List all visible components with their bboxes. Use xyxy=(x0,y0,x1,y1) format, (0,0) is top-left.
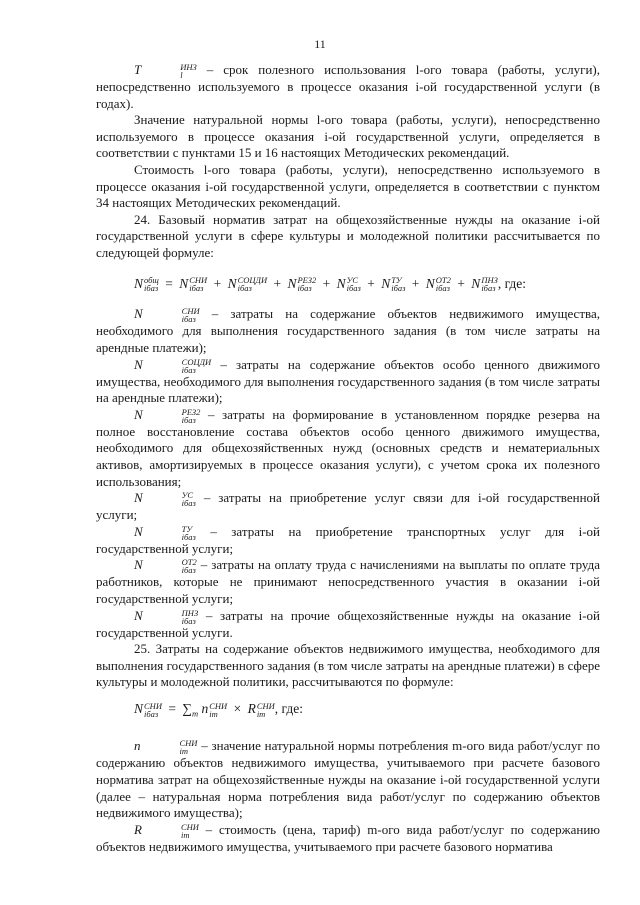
formula2-term-sni: N СНИ iбаз xyxy=(134,700,162,719)
definition-r-sni: R СНИ im – стоимость (цена, тариф) m-ого вида работ/услуг по содержанию объектов недвижимого имущества, учитываемого при расчете базового норматива xyxy=(96,821,600,854)
definition-tu: N ТУ iбаз – затраты на приобретение транспортных услуг для i-ой государственной услуги; xyxy=(96,523,600,556)
definition-rez2: N РЕЗ2 iбаз – затраты на формирование в установленном порядке резерва на полное восстановление состава объектов особо ценного движимого имущества, необходимого для общехозяйственных нужд (основных средств и нематериальных активов, амортизируемых в процессе оказания услуги), с учетом срока их полезного использования; xyxy=(96,406,600,489)
definition-sni: N СНИ iбаз – затраты на содержание объектов недвижимого имущества, необходимого для выполнения государственного задания (в том числе затраты на арендные платежи); xyxy=(96,306,600,356)
definition-ot2: N ОТ2 iбаз – затраты на оплату труда с начислениями на выплаты по оплате труда работников, которые не принимают непосредственного участия в оказании i-ой государственной услуги; xyxy=(96,557,600,607)
document-body xyxy=(96,62,600,855)
formula2-term-r: R СНИ im xyxy=(247,700,275,719)
formula-term-sni: N СНИ iбаз xyxy=(179,275,208,294)
formula-real-estate: N СНИ iбаз = $\sum_m$ n СНИ im × R СНИ im , где: xyxy=(134,700,303,719)
definition-us: N УС iбаз – затраты на приобретение услуг связи для i-ой государственной услуги; xyxy=(96,490,600,523)
formula-term-ot2: N ОТ2 iбаз xyxy=(425,275,451,294)
formula-term-socdi: N СОЦДИ iбаз xyxy=(227,275,268,294)
formula-term-pnz: N ПНЗ iбаз xyxy=(471,275,498,294)
symbol-t-inz: T ИНЗ l xyxy=(134,62,197,81)
formula-term-tu: N ТУ iбаз xyxy=(381,275,406,294)
page-number: 11 xyxy=(314,37,326,51)
definition-n-sni: n СНИ im – значение натуральной нормы потребления m-ого вида работ/услуг по содержанию объектов недвижимого имущества, учитываемого при расчете базового норматива затрат на общехозяйственные нужды на оказание i-ой государственной услуги (далее – натуральная норма потребления вида работ/услуг по содержанию объектов недвижимого имущества); xyxy=(96,738,600,821)
definition-socdi: N СОЦДИ iбаз – затраты на содержание объектов особо ценного движимого имущества, необходимого для выполнения государственного задания (в том числе затраты на арендные платежи); xyxy=(96,356,600,406)
formula-term-rez2: N РЕЗ2 iбаз xyxy=(287,275,317,294)
paragraph-cost: Стоимость l-ого товара (работы, услуги), непосредственно используемого в процессе оказания i-ой государственной услуги, определяется в соответствии с пунктом 34 настоящих Методических рекомендаций. xyxy=(96,161,600,211)
paragraph-24: 24. Базовый норматив затрат на общехозяйственные нужды на оказание i-ой государственной услуги в сфере культуры и молодежной политики рассчитывается по следующей формуле: xyxy=(96,211,600,260)
paragraph-term-t: T ИНЗ l – срок полезного использования l-ого товара (работы, услуги), непосредственно используемого в процессе оказания i-ой государственной услуги (в годах). xyxy=(96,62,600,111)
formula-general-needs: N общ iбаз = N СНИ iбаз + N СОЦДИ iбаз + N РЕЗ2 iбаз + N УС iбаз + N ТУ iбаз + N ОТ2 iбаз + N ПНЗ iбаз , где: xyxy=(134,275,527,294)
formula2-term-n: n СНИ im xyxy=(201,700,228,719)
formula-term-obsh: N общ iбаз xyxy=(134,275,159,294)
paragraph-natural-norm: Значение натуральной нормы l-ого товара (работы, услуги), непосредственно используемого в процессе оказания i-ой государственной услуги, определяется в соответствии с пунктами 15 и 16 настоящих Методических рекомендаций. xyxy=(96,112,600,161)
sum-symbol: $\sum_m$ xyxy=(182,701,199,719)
definition-pnz: N ПНЗ iбаз – затраты на прочие общехозяйственные нужды на оказание i-ой государственной услуги. xyxy=(96,607,600,640)
paragraph-25: 25. Затраты на содержание объектов недвижимого имущества, необходимого для выполнения государственного задания (в том числе затраты на арендные платежи) в сфере культуры и молодежной политики, рассчитываются по формуле: xyxy=(96,641,600,690)
formula-term-us: N УС iбаз xyxy=(336,275,361,294)
